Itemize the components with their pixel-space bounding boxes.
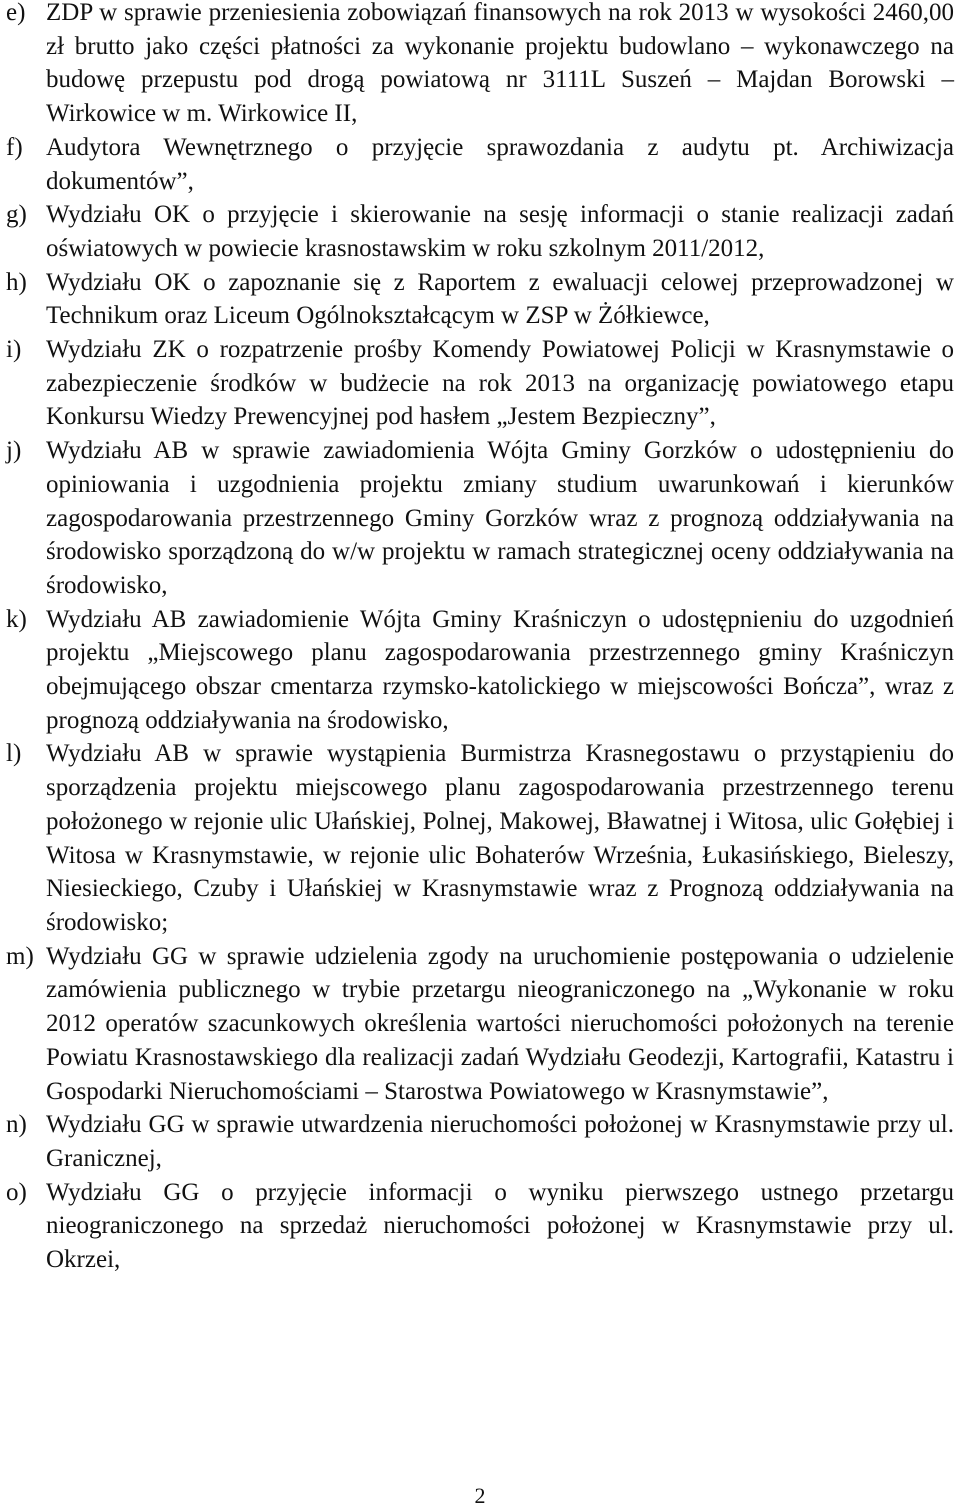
item-marker: o) bbox=[6, 1178, 27, 1206]
item-text: Wydziału GG w sprawie utwardzenia nieruchomości położonej w Krasnymstawie przy ul. Granicznej, bbox=[46, 1111, 954, 1172]
item-text: ZDP w sprawie przeniesienia zobowiązań finansowych na rok 2013 w wysokości 2460,00 zł brutto jako części płatności za wykonanie projektu budowlano – wykonawczego na budowę przepustu pod drogą powiatową nr 3111L Suszeń – Majdan Borowski – Wirkowice w m. Wirkowice II, bbox=[46, 0, 954, 128]
item-marker: j) bbox=[6, 437, 22, 465]
item-list bbox=[6, 0, 954, 1277]
item-marker: i) bbox=[6, 336, 22, 364]
item-marker: g) bbox=[6, 201, 27, 229]
list-item-e bbox=[6, 0, 954, 131]
list-item-i bbox=[6, 333, 954, 434]
item-marker: m) bbox=[6, 942, 34, 970]
list-item-m bbox=[6, 940, 954, 1109]
list-item-j bbox=[6, 434, 954, 603]
item-marker: h) bbox=[6, 268, 27, 296]
list-item-h bbox=[6, 266, 954, 333]
list-item-n bbox=[6, 1108, 954, 1175]
item-marker: l) bbox=[6, 740, 22, 768]
item-text: Wydziału AB w sprawie wystąpienia Burmistrza Krasnegostawu o przystąpieniu do sporządzenia projektu miejscowego planu zagospodarowania przestrzennego terenu położonego w rejonie ulic Ułańskiej, Polnej, Makowej, Bławatnej i Witosa, ulic Gołębiej i Witosa w Krasnymstawie, w rejonie ulic Bohaterów Września, Łukasińskiego, Bieleszy, Niesieckiego, Czuby i Ułańskiej w Krasnymstawie wraz z Prognozą oddziaływania na środowisko; bbox=[46, 740, 954, 936]
item-text: Wydziału AB w sprawie zawiadomienia Wójta Gminy Gorzków o udostępnieniu do opiniowania i uzgodnienia projektu zmiany studium uwarunkowań i kierunków zagospodarowania przestrzennego Gminy Gorzków wraz z prognozą oddziaływania na środowisko sporządzoną do w/w projektu w ramach strategicznej oceny oddziaływania na środowisko, bbox=[46, 437, 954, 599]
item-marker: e) bbox=[6, 0, 26, 26]
item-text: Wydziału GG o przyjęcie informacji o wyniku pierwszego ustnego przetargu nieograniczonego na sprzedaż nieruchomości położonej w Krasnymstawie przy ul. Okrzei, bbox=[46, 1178, 954, 1274]
item-text: Wydziału OK o przyjęcie i skierowanie na sesję informacji o stanie realizacji zadań oświatowych w powiecie krasnostawskim w roku szkolnym 2011/2012, bbox=[46, 201, 954, 262]
item-text: Wydziału AB zawiadomienie Wójta Gminy Kraśniczyn o udostępnieniu do uzgodnień projektu „Miejscowego planu zagospodarowania przestrzennego gminy Kraśniczyn obejmującego obszar cmentarza rzymsko-katolickiego w miejscowości Bończa”, wraz z prognozą oddziaływania na środowisko, bbox=[46, 605, 954, 734]
list-item-k bbox=[6, 603, 954, 738]
item-marker: n) bbox=[6, 1111, 27, 1139]
item-marker: k) bbox=[6, 605, 27, 633]
list-item-l bbox=[6, 737, 954, 939]
list-item-f bbox=[6, 131, 954, 198]
list-item-o bbox=[6, 1176, 954, 1277]
item-text: Wydziału OK o zapoznanie się z Raportem z ewaluacji celowej przeprowadzonej w Technikum oraz Liceum Ogólnokształcącym w ZSP w Żółkiewce, bbox=[46, 268, 954, 330]
item-text: Wydziału GG w sprawie udzielenia zgody na uruchomienie postępowania o udzielenie zamówienia publicznego w trybie przetargu nieograniczonego na „Wykonanie w roku 2012 operatów szacunkowych określenia wartości nieruchomości położonych na terenie Powiatu Krasnostawskiego dla realizacji zadań Wydziału Geodezji, Kartografii, Katastru i Gospodarki Nieruchomościami – Starostwa Powiatowego w Krasnymstawie”, bbox=[46, 942, 954, 1105]
item-marker: f) bbox=[6, 133, 23, 161]
item-text: Wydziału ZK o rozpatrzenie prośby Komendy Powiatowej Policji w Krasnymstawie o zabezpieczenie środków w budżecie na rok 2013 na organizację powiatowego etapu Konkursu Wiedzy Prewencyjnej pod hasłem „Jestem Bezpieczny”, bbox=[46, 336, 954, 431]
page-number: 2 bbox=[474, 1483, 486, 1508]
item-text: Audytora Wewnętrznego o przyjęcie sprawozdania z audytu pt. Archiwizacja dokumentów”, bbox=[46, 133, 954, 195]
list-item-g bbox=[6, 198, 954, 265]
